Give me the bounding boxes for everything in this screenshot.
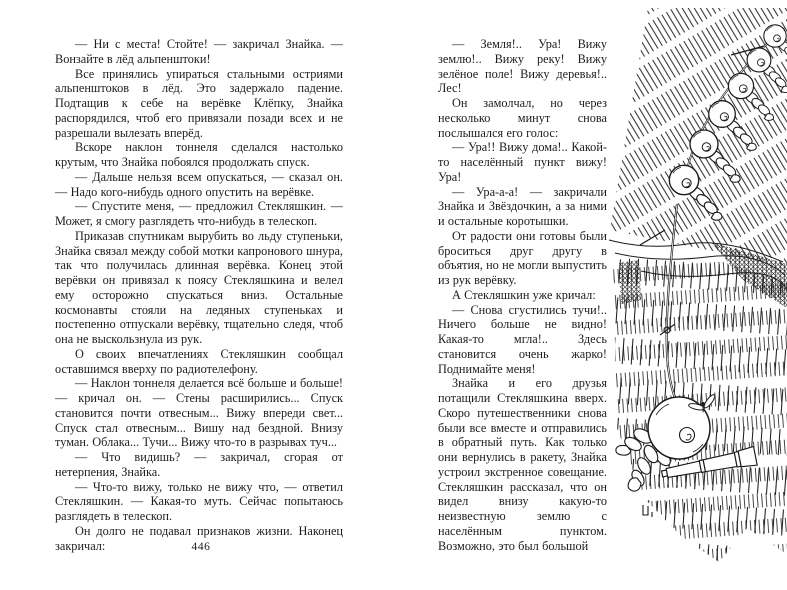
paragraph: — Дальше нельзя всем опускаться, — сказал он. — Надо кого-нибудь одного опустить на верёвке. — [55, 169, 343, 199]
debris-marks — [643, 505, 652, 517]
paragraph: А Стекляшкин уже кричал: — [452, 287, 596, 302]
paragraph: Он долго не подавал признаков жизни. Наконец закричал: — [55, 523, 343, 553]
paragraph: — Снова сгустились тучи!.. Ничего больше не видно! Какая-то мгла!.. Здесь становится очень жарко! Поднимайте меня! — [438, 302, 607, 376]
ice-steps-grid — [619, 260, 641, 304]
paragraph: — Земля!.. Ура! Вижу землю!.. Вижу реку! Вижу зелёное поле! Вижу деревья!.. Лес! — [438, 37, 607, 96]
paragraph: — Ура-а-а! — закричали Знайка и Звёздочкин, а за ними и остальные коротышки. — [438, 184, 607, 228]
paragraph: — Ни с места! Стойте! — закричал Знайка. — Вонзайте в лёд альпенштоки! — [55, 37, 343, 66]
paragraph: Знайка и его друзья потащили Стекляшкина вверх. Скоро путешественники снова были все вместе и отправились в обратный путь. Как только они вернулись в ракету, Знайка устроил экстренное совещание. Стекляшкин рассказал, что он видел внизу какую-то неизвестную землю с населённым пунктом. Возможно, это был большой — [438, 376, 607, 553]
illustration-cosmonauts-descending-ice-wall — [607, 8, 787, 583]
paragraph: О своих впечатлениях Стекляшкин сообщал оставшимся вверху по радиотелефону. — [55, 346, 343, 376]
paragraph: — Что-то вижу, только не вижу что, — ответил Стекляшкин. — Какая-то муть. Сейчас попытаюсь разглядеть в телескоп. — [55, 479, 343, 523]
paragraph: Вскоре наклон тоннеля сделался настолько крутым, что Знайка побоялся продолжать спуск. — [55, 140, 343, 169]
paragraph: — Ура!! Вижу дома!.. Какой-то населённый пункт вижу! Ура! — [438, 140, 607, 184]
left-page-text-column — [55, 37, 343, 565]
right-page-text-column — [438, 37, 607, 565]
paragraph: Все принялись упираться стальными остриями альпенштоков в лёд. Это задержало падение. Подтащив к себе на верёвке Клёпку, Знайка распорядился, чтоб его привязали позади всех и не разрешали вылезать вперёд. — [55, 66, 343, 140]
paragraph: — Спустите меня, — предложил Стекляшкин. — Может, я смогу разглядеть что-нибудь в телескоп. — [55, 199, 343, 228]
paragraph: Он замолчал, но через несколько минут снова послышался его голос: — [438, 96, 607, 140]
paragraph: — Что видишь? — закричал, сгорая от нетерпения, Знайка. — [55, 450, 343, 479]
paragraph: — Наклон тоннеля делается всё больше и больше! — кричал он. — Стены расширились... Спуск становится почти отвесным... Вижу впереди свет... Спуск стал отвесным... Вишу над бездной. Внизу туман. Облака... Тучи... Вижу что-то в разрывах туч... — [55, 376, 343, 450]
page-number: 446 — [191, 541, 211, 553]
paragraph: Приказав спутникам вырубить во льду ступеньки, Знайка связал между собой мотки капронового шнура, так что получилась длинная верёвка. Конец этой верёвки он привязал к поясу Стекляшкина и велел ему осторожно спускаться вниз. Остальные космонавты стояли на ледяных ступеньках и постепенно отпускали верёвку, тщательно следя, чтоб она не выскользнула из рук. — [55, 228, 343, 346]
ink-drawing — [607, 8, 787, 583]
paragraph: От радости они готовы были броситься друг другу в объятия, но не могли выпустить из рук верёвку. — [438, 228, 607, 287]
